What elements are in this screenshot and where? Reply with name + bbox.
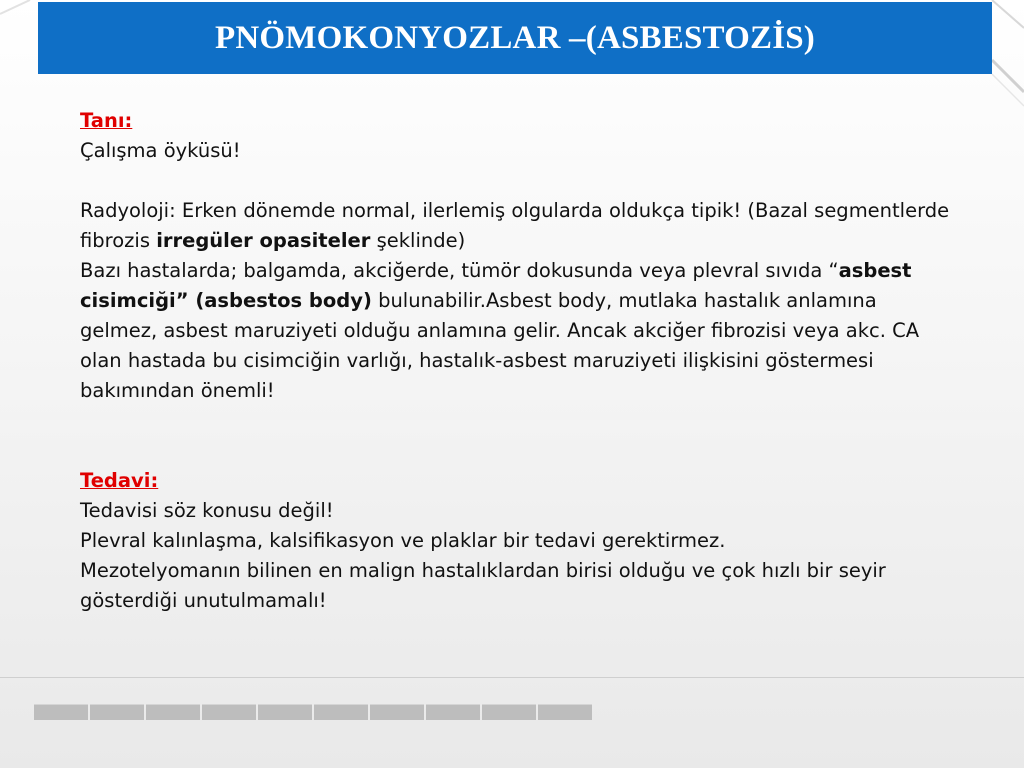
slide-title: PNÖMOKONYOZLAR –(ASBESTOZİS) [214, 19, 815, 56]
footer-segment [146, 704, 200, 720]
tedavi-heading: Tedavi: [80, 469, 159, 492]
radyoloji-text-end: şeklinde) [370, 229, 466, 252]
asbest-text-end: bulunabilir.Asbest body, mutlaka hastalık anlamına gelmez, asbest maruziyeti olduğu anlamına gelir. Ancak akciğer fibrozisi veya akc. CA olan hastada bu cisimciğin varlığı, hastalık-asbest maruziyeti ilişkisini göstermesi bakımından önemli! [80, 289, 920, 402]
footer-segment [482, 704, 536, 720]
footer-segment [426, 704, 480, 720]
tani-radyoloji [80, 196, 960, 256]
tani-asbest-body [80, 256, 960, 406]
radyoloji-bold: irregüler opasiteler [156, 229, 371, 252]
footer-segment [202, 704, 256, 720]
tedavi-line-3: Mezotelyomanın bilinen en malign hastalıklardan birisi olduğu ve çok hızlı bir seyir gösterdiği unutulmamalı! [80, 559, 886, 612]
tani-line-calisma: Çalışma öyküsü! [80, 139, 241, 162]
footer-segment [34, 704, 88, 720]
footer-segment [258, 704, 312, 720]
tedavi-line-1: Tedavisi söz konusu değil! [80, 499, 334, 522]
footer-segment [538, 704, 592, 720]
footer-segment [90, 704, 144, 720]
footer-segment [314, 704, 368, 720]
footer-strip [34, 704, 594, 720]
asbest-text: Bazı hastalarda; balgamda, akciğerde, tümör dokusunda veya plevral sıvıda “ [80, 259, 839, 282]
footer-divider [0, 677, 1024, 678]
title-bar [38, 2, 992, 74]
radyoloji-text: Radyoloji: Erken dönemde normal, ilerlemiş olgularda oldukça tipik! (Bazal segmentlerde fibrozis [80, 199, 950, 252]
slide-body [80, 106, 960, 616]
tedavi-line-2: Plevral kalınlaşma, kalsifikasyon ve plaklar bir tedavi gerektirmez. [80, 529, 726, 552]
tani-heading: Tanı: [80, 109, 133, 132]
asbest-bold: asbest cisimciği” (asbestos body) [80, 259, 912, 312]
footer-segment [370, 704, 424, 720]
